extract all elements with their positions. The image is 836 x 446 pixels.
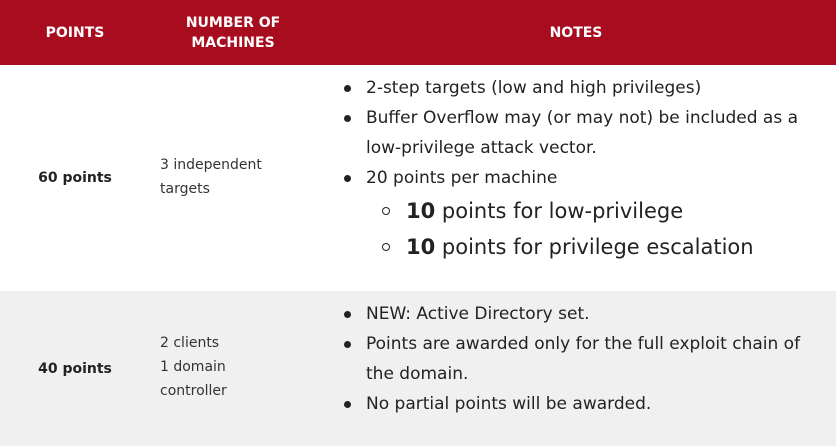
points-cell: 40 points — [38, 360, 112, 377]
table-row — [0, 65, 836, 291]
bullet-icon — [344, 115, 351, 122]
hollow-bullet-icon — [382, 243, 390, 251]
machines-line: 3 independent — [160, 157, 262, 173]
note-item — [336, 163, 832, 193]
note-text: 20 points per machine — [366, 168, 558, 188]
header-machines-line2: MACHINES — [191, 34, 275, 51]
header-points: POINTS — [45, 24, 105, 41]
bullet-icon — [344, 85, 351, 92]
note-item — [336, 389, 832, 419]
machines-cell — [160, 331, 310, 403]
points-cell: 60 points — [38, 170, 112, 186]
table-row — [0, 291, 836, 446]
sub-note-number: 10 — [406, 235, 436, 259]
sub-note-text: points for privilege escalation — [435, 235, 754, 259]
table-header — [0, 0, 836, 65]
machines-line: 1 domain — [160, 359, 226, 375]
note-text: No partial points will be awarded. — [366, 394, 652, 414]
note-text-continued: the domain. — [366, 364, 469, 384]
sub-note-text: points for low-privilege — [435, 199, 684, 223]
note-text-continued: low-privilege attack vector. — [366, 138, 597, 158]
sub-note-item — [336, 229, 832, 265]
machines-line: 2 clients — [160, 335, 220, 351]
note-item — [336, 73, 832, 103]
header-machines-line1: NUMBER OF — [185, 14, 281, 31]
header-machines — [150, 0, 316, 65]
sub-note-item — [336, 193, 832, 229]
bullet-icon — [344, 401, 351, 408]
bullet-icon — [344, 311, 351, 318]
notes-cell — [336, 73, 832, 265]
machines-line: controller — [160, 383, 227, 399]
note-item — [336, 299, 832, 329]
header-notes: NOTES — [549, 24, 603, 41]
machines-line: targets — [160, 181, 210, 197]
bullet-icon — [344, 175, 351, 182]
note-text: 2-step targets (low and high privileges) — [366, 78, 702, 98]
note-text: NEW: Active Directory set. — [366, 304, 590, 324]
notes-cell — [336, 299, 832, 419]
machines-cell — [160, 153, 310, 201]
note-text: Buffer Overflow may (or may not) be included as a — [366, 108, 799, 128]
sub-note-number: 10 — [406, 199, 436, 223]
bullet-icon — [344, 341, 351, 348]
hollow-bullet-icon — [382, 207, 390, 215]
note-item — [336, 103, 832, 163]
note-item — [336, 329, 832, 389]
note-text: Points are awarded only for the full exploit chain of — [366, 334, 801, 354]
